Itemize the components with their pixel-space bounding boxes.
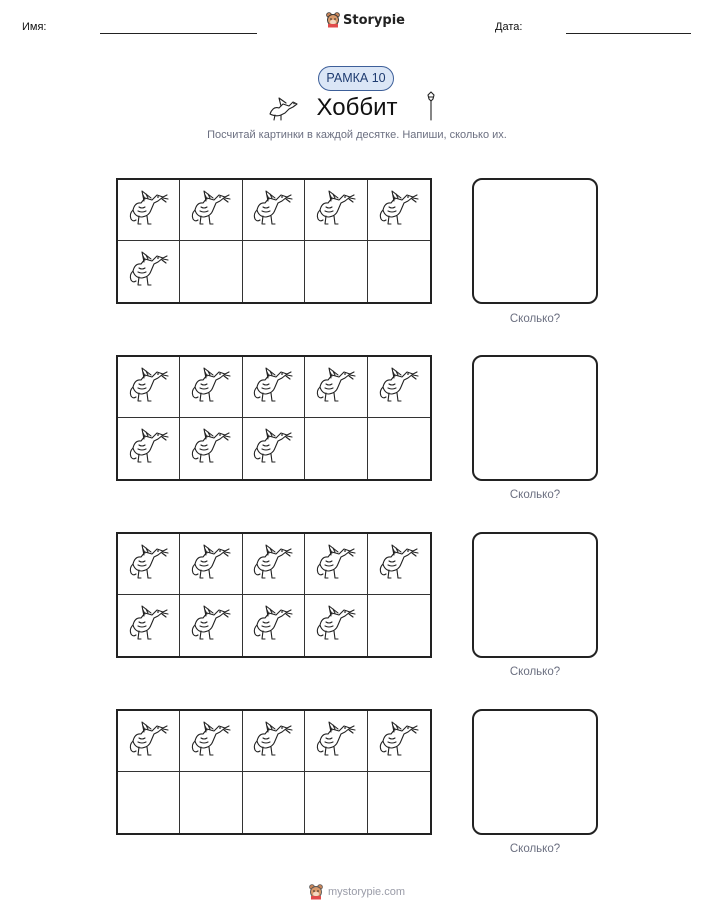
frame-cell xyxy=(118,595,180,656)
frame-cell xyxy=(243,418,305,479)
frame-cell xyxy=(368,357,430,418)
dragon-icon xyxy=(127,717,171,766)
frame-cell xyxy=(368,711,430,772)
frame-cell xyxy=(243,595,305,656)
frame-cell xyxy=(118,357,180,418)
dragon-icon xyxy=(189,540,233,589)
dragon-icon xyxy=(251,186,295,235)
frame-cell xyxy=(118,772,180,833)
dragon-icon xyxy=(251,424,295,473)
frame-cell xyxy=(118,418,180,479)
frame-cell xyxy=(305,534,367,595)
ten-frame-3 xyxy=(116,532,432,658)
dragon-icon xyxy=(377,363,421,412)
dragon-icon xyxy=(189,424,233,473)
frame-cell xyxy=(118,180,180,241)
date-label: Дата: xyxy=(495,21,523,33)
frame-cell xyxy=(180,534,242,595)
frame-cell xyxy=(180,357,242,418)
frame-cell xyxy=(180,711,242,772)
frame-cell xyxy=(243,534,305,595)
frame-cell xyxy=(368,595,430,656)
frame-cell xyxy=(305,180,367,241)
frame-cell xyxy=(305,595,367,656)
storypie-bear-icon xyxy=(309,884,323,900)
dragon-icon xyxy=(127,363,171,412)
dragon-icon xyxy=(377,540,421,589)
frame-cell xyxy=(118,241,180,302)
dragon-icon xyxy=(377,186,421,235)
frame-cell xyxy=(118,711,180,772)
answer-box-4[interactable] xyxy=(472,709,598,835)
frame-cell xyxy=(243,772,305,833)
footer-url: mystorypie.com xyxy=(327,886,406,898)
dragon-icon xyxy=(127,540,171,589)
frame-cell xyxy=(118,534,180,595)
dragon-icon xyxy=(314,540,358,589)
page-title: Хоббит xyxy=(316,94,398,121)
staff-icon xyxy=(424,90,438,122)
frame-cell xyxy=(180,180,242,241)
frame-cell xyxy=(305,418,367,479)
frame-badge: РАМКА 10 xyxy=(318,66,394,91)
dragon-icon xyxy=(314,717,358,766)
frame-cell xyxy=(305,357,367,418)
dragon-icon xyxy=(189,601,233,650)
dragon-icon xyxy=(127,186,171,235)
frame-cell xyxy=(305,241,367,302)
dragon-icon xyxy=(127,247,171,296)
frame-cell xyxy=(180,241,242,302)
storypie-logo xyxy=(326,12,405,28)
frame-cell xyxy=(243,357,305,418)
dragon-icon xyxy=(377,717,421,766)
dragon-icon xyxy=(127,424,171,473)
dragon-icon xyxy=(189,717,233,766)
count-prompt-3: Сколько? xyxy=(509,666,561,678)
count-prompt-4: Сколько? xyxy=(509,843,561,855)
frame-cell xyxy=(243,180,305,241)
answer-box-1[interactable] xyxy=(472,178,598,304)
dragon-icon xyxy=(251,540,295,589)
frame-cell xyxy=(180,418,242,479)
answer-box-2[interactable] xyxy=(472,355,598,481)
count-prompt-2: Сколько? xyxy=(509,489,561,501)
dragon-icon xyxy=(189,363,233,412)
footer xyxy=(0,884,714,900)
dragon-icon xyxy=(314,363,358,412)
dragon-icon xyxy=(251,363,295,412)
frame-cell xyxy=(305,711,367,772)
ten-frame-1 xyxy=(116,178,432,304)
answer-box-3[interactable] xyxy=(472,532,598,658)
ten-frame-4 xyxy=(116,709,432,835)
storypie-bear-icon xyxy=(326,12,340,28)
frame-cell xyxy=(368,180,430,241)
dragon-icon xyxy=(251,717,295,766)
frame-cell xyxy=(368,772,430,833)
frame-cell xyxy=(368,534,430,595)
frame-cell xyxy=(243,711,305,772)
date-line[interactable] xyxy=(566,33,691,34)
frame-cell xyxy=(368,241,430,302)
frame-cell xyxy=(305,772,367,833)
logo-text: Storypie xyxy=(343,12,405,28)
name-line[interactable] xyxy=(100,33,257,34)
dragon-icon xyxy=(127,601,171,650)
ten-frame-2 xyxy=(116,355,432,481)
frame-cell xyxy=(180,772,242,833)
frame-cell xyxy=(368,418,430,479)
frame-cell xyxy=(243,241,305,302)
count-prompt-1: Сколько? xyxy=(509,313,561,325)
frame-cell xyxy=(180,595,242,656)
dragon-icon xyxy=(314,186,358,235)
dragon-icon xyxy=(189,186,233,235)
dragon-icon xyxy=(251,601,295,650)
instructions: Посчитай картинки в каждой десятке. Напиши, сколько их. xyxy=(207,129,507,141)
dragon-icon xyxy=(314,601,358,650)
name-label: Имя: xyxy=(22,21,47,33)
